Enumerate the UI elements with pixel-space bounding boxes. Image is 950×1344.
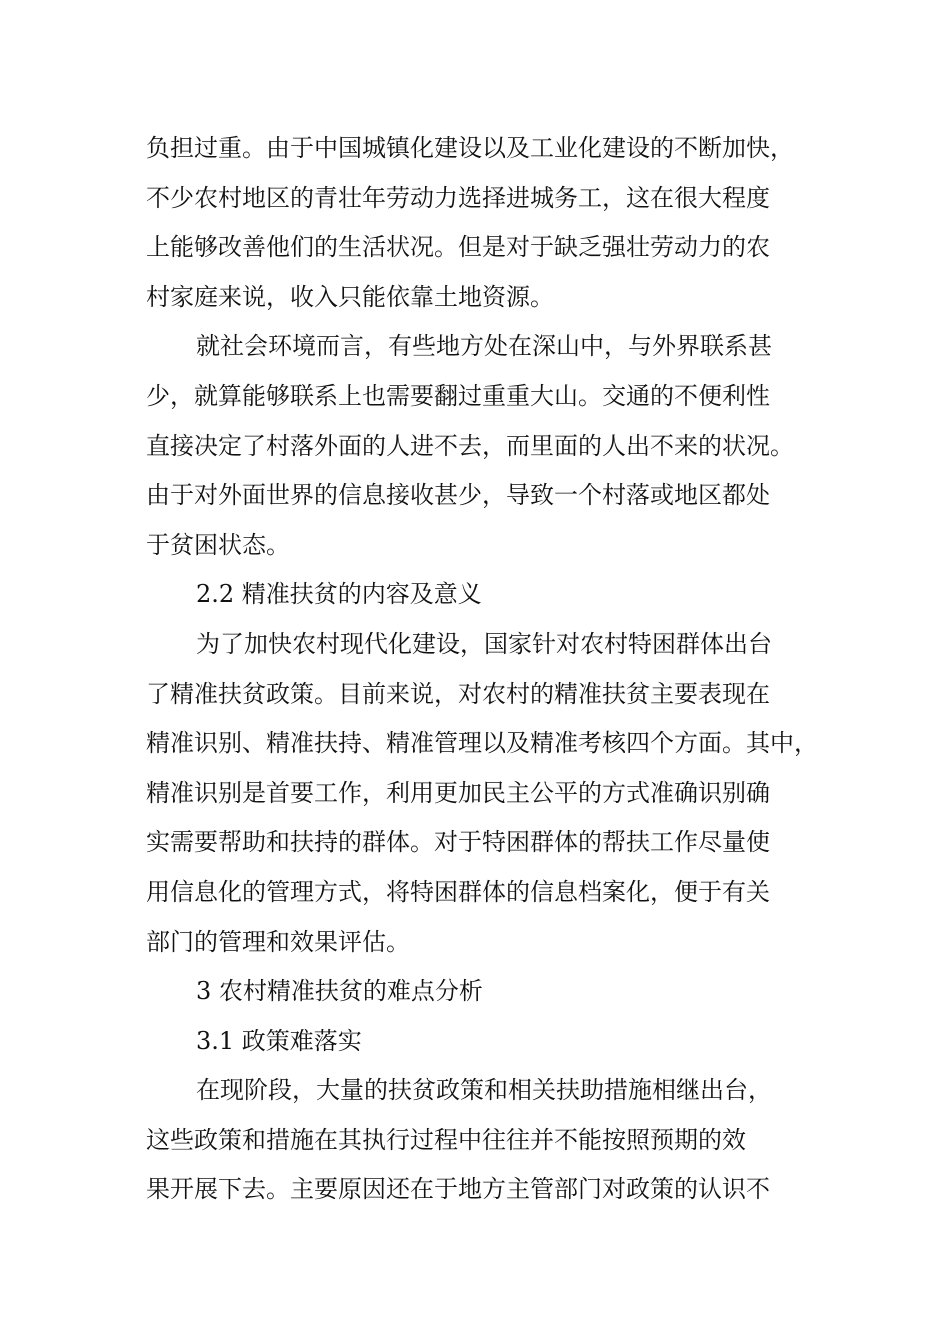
text-line: 用信息化的管理方式，将特困群体的信息档案化，便于有关 [146,877,770,906]
text-line: 少，就算能够联系上也需要翻过重重大山。交通的不便利性 [146,381,770,410]
text-line: 精准识别是首要工作，利用更加民主公平的方式准确识别确 [146,778,770,807]
document-body [146,124,826,1215]
text-line: 上能够改善他们的生活状况。但是对于缺乏强壮劳动力的农 [146,233,770,262]
text-line: 精准识别、精准扶持、精准管理以及精准考核四个方面。其中， [146,729,818,758]
text-line: 果开展下去。主要原因还在于地方主管部门对政策的认识不 [146,1175,770,1204]
text-line: 村家庭来说，收入只能依靠土地资源。 [146,282,554,311]
text-line: 于贫困状态。 [146,530,290,559]
text-line: 部门的管理和效果评估。 [146,927,410,956]
text-line: 在现阶段，大量的扶贫政策和相关扶助措施相继出台， [196,1076,772,1105]
text-line: 直接决定了村落外面的人进不去，而里面的人出不来的状况。 [146,431,794,460]
text-line: 负担过重。由于中国城镇化建设以及工业化建设的不断加快， [146,134,794,162]
text-line: 不少农村地区的青壮年劳动力选择进城务工，这在很大程度 [146,183,770,212]
text-line: 了精准扶贫政策。目前来说，对农村的精准扶贫主要表现在 [146,679,770,708]
text-line: 3.1 政策难落实 [196,1026,362,1055]
text-line: 2.2 精准扶贫的内容及意义 [196,580,482,609]
text-line: 实需要帮助和扶持的群体。对于特困群体的帮扶工作尽量使 [146,828,770,857]
text-line: 这些政策和措施在其执行过程中往往并不能按照预期的效 [146,1125,746,1154]
text-line: 3 农村精准扶贫的难点分析 [196,977,483,1006]
text-line: 由于对外面世界的信息接收甚少，导致一个村落或地区都处 [146,481,770,510]
text-line: 为了加快农村现代化建设，国家针对农村特困群体出台 [196,629,772,658]
text-line: 就社会环境而言，有些地方处在深山中，与外界联系甚 [196,332,772,361]
